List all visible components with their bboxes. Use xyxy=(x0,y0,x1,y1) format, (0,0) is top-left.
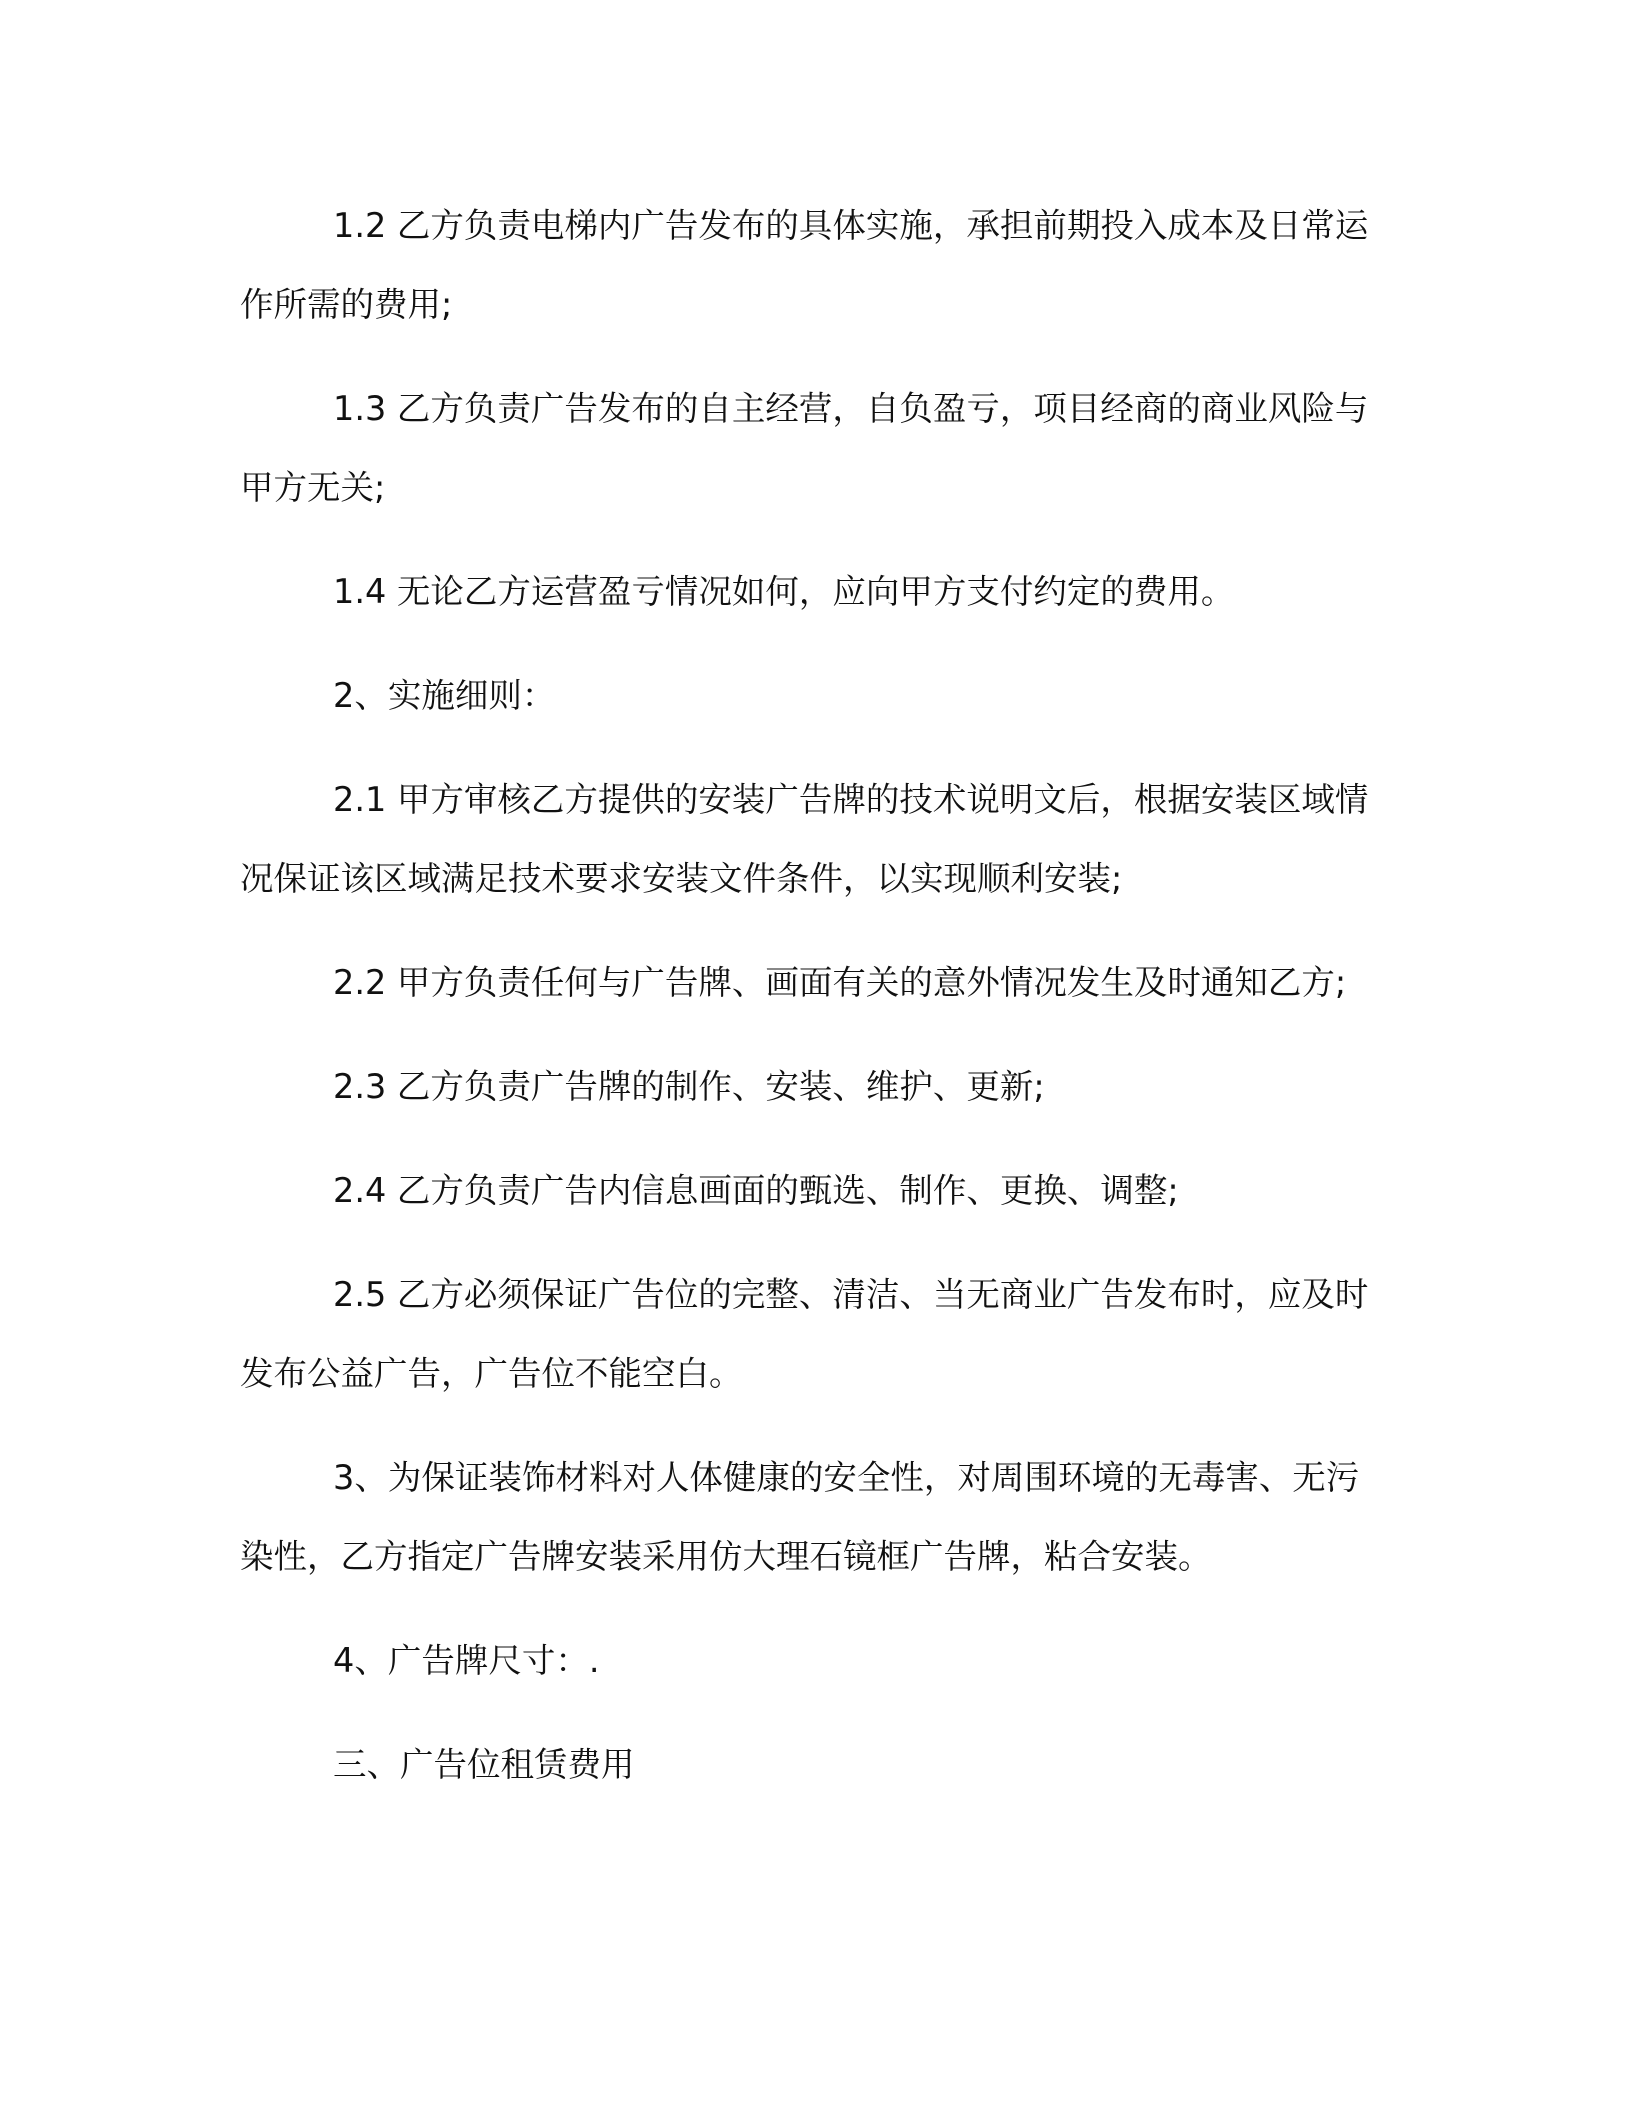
clause-2-4: 2.4 乙方负责广告内信息画面的甄选、制作、更换、调整; xyxy=(333,1171,1179,1210)
clause-1-3: 1.3 乙方负责广告发布的自主经营，自负盈亏，项目经商的商业风险与甲方无关; xyxy=(240,389,1369,507)
clause-1-2: 1.2 乙方负责电梯内广告发布的具体实施，承担前期投入成本及日常运作所需的费用; xyxy=(240,206,1369,324)
clause-2-5: 2.5 乙方必须保证广告位的完整、清洁、当无商业广告发布时，应及时发布公益广告，广告位不能空白。 xyxy=(240,1275,1369,1393)
clause-2-3: 2.3 乙方负责广告牌的制作、安装、维护、更新; xyxy=(333,1067,1045,1106)
clause-2-2: 2.2 甲方负责任何与广告牌、画面有关的意外情况发生及时通知乙方; xyxy=(333,963,1347,1002)
clause-1-4: 1.4 无论乙方运营盈亏情况如何，应向甲方支付约定的费用。 xyxy=(333,572,1235,611)
document-body xyxy=(240,186,1390,1829)
section-2-heading: 2、实施细则： xyxy=(333,676,556,715)
chapter-3-heading: 三、广告位租赁费用 xyxy=(333,1745,635,1784)
section-3-text: 3、为保证装饰材料对人体健康的安全性，对周围环境的无毒害、无污染性，乙方指定广告牌安装采用仿大理石镜框广告牌，粘合安装。 xyxy=(240,1458,1360,1576)
clause-2-1: 2.1 甲方审核乙方提供的安装广告牌的技术说明文后，根据安装区域情况保证该区域满足技术要求安装文件条件，以实现顺利安装; xyxy=(240,780,1369,898)
section-4-text: 4、广告牌尺寸：. xyxy=(333,1641,600,1680)
